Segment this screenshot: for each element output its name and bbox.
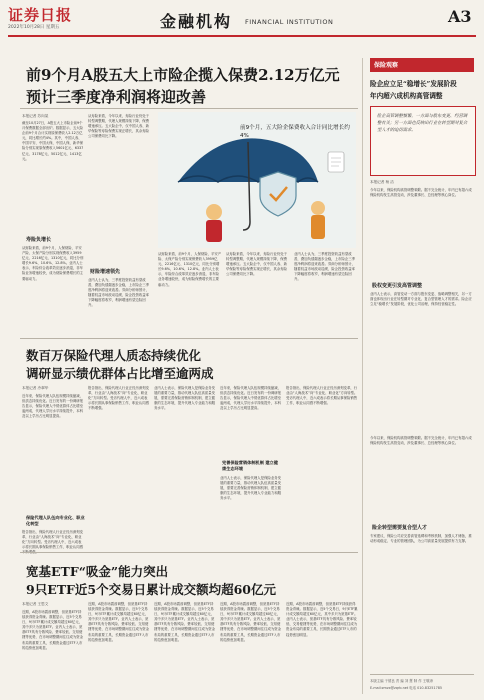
section-subtitle: FINANCIAL INSTITUTION (245, 18, 334, 26)
article1-callout: 前9个月，五大险企保费收入合计同比增长约4% (240, 125, 350, 139)
article3-body-col2: 近期，A股市场震荡调整，但宽基ETF持续获得资金青睐。数据显示，近5个交易日，9只ETF累计成交额均超过60亿元，其中多只为宽基ETF。业内人士表示，宽基ETF具有分散风险、费率较低、交易便捷等优势，在市场调整期间往往成为资金布局的重要工具，长期资金通过ETF入市的趋势愈加明显。 (88, 602, 150, 642)
footer-editor: 本版主编 于德良 责 编 刘 慧 制 作 王敬涛 (370, 679, 433, 683)
article1-subhead1: 寿险负增长 (26, 237, 52, 243)
sidebar-tag: 保险观察 (374, 62, 399, 69)
article2-body-col1b: 报告指出，保险代理人行业正经历深刻变革，行业由“人海战术”向“专业化、职业化”方向转型。受访代理人中，近六成表示将长期从事保险销售工作，职业认同感 (22, 530, 84, 550)
article2-body-col5: 报告指出，保险代理人行业正经历深刻变革，行业由“人海战术”向“专业化、职业化”方向转型。受访代理人中，近六成表示将长期从事保险销售工作，职业认同感不断增强。 (286, 386, 358, 406)
article3-body-col3: 近期，A股市场震荡调整，但宽基ETF持续获得资金青睐。数据显示，近5个交易日，9只ETF累计成交额均超过60亿元，其中多只为宽基ETF。业内人士表示，宽基ETF具有分散风险、费率较低、交易便捷等优势，在市场调整期间往往成为资金布局的重要工具，长期资金通过ETF入市的趋势愈加明显。 (154, 602, 216, 642)
article1-body-col5: 业内人士认为，三季度投资收益有望改善，叠加负债端逐步企稳，上市险企三季度净利润将迎来改善。券商分析师预计，随着权益市场波动趋缓，险企投资收益率下降幅度将收窄，利润增速有望边际回升。 (294, 252, 356, 282)
article1-subhead2: 财险增速领先 (90, 269, 121, 275)
sidebar-title-line1: 险企应立足“稳增长”发展阶段 (370, 80, 457, 88)
article2-body-col1: 近年来，保险代理人队伍规模持续缩减，但质态持续优化。近日发布的一份调研报告显示，保险代理人中绩优群体占比增至逾两成，代理人学历水平持续提升，本科及以上学历占比明显提高。 (22, 394, 84, 419)
sidebar-subhead2: 险企转型需要复合型人才 (372, 525, 428, 531)
sidebar-body-c: 专家建议，保险公司应完善高管选聘和考核机制，加强人才储备，推动形成稳定、专业的管理团队，为公司高质量发展提供有力支撑。 (370, 534, 472, 544)
sidebar-divider (362, 58, 363, 694)
masthead-rule (8, 35, 476, 37)
article1-byline: 本报记者 苏向杲 (22, 114, 49, 118)
article2-body-col3: 业内人士表示，保险代理人是保险业务发展的重要力量，推动代理人队伍高质量发展，需要完善保险营销体制机制，建立健康的生态环境，提升代理人专业能力和服务水平。 (154, 386, 216, 411)
article1-body-col1b: 从财险来看，前9个月，人保财险、平安产险、太保产险分别实现保费收入3959亿元、2216亿元、1310亿元，同比分别增长9.6%、10.6%、12.8%。业内人士表示，车险综合改革效应逐步消退，非车险业务增速较快，成为财险保费增长的主要驱动力。 (22, 246, 84, 281)
sidebar-byline: 本报记者 杨 洁 (370, 180, 394, 184)
masthead (0, 0, 484, 40)
article3-title-line2: 9只ETF近5个交易日累计成交额均超60亿元 (26, 582, 276, 597)
article2-bottom-rule (20, 552, 358, 553)
article2-title-line2: 调研显示绩优群体占比增至逾两成 (26, 366, 214, 381)
article2-title-line1: 数百万保险代理人质态持续优化 (26, 348, 202, 363)
article1-body-col2: 从寿险来看，今年以来，寿险行业仍处于转型调整期，代理人规模持续下降，保费增速承压。五大险企中，仅中国人寿、新华保险等寿险保费实现正增长，其余寿险公司保费同比下降。 (88, 114, 150, 139)
article1-body-col4: 从寿险来看，今年以来，寿险行业仍处于转型调整期，代理人规模持续下降，保费增速承压。五大险企中，仅中国人寿、新华保险等寿险保费实现正增长，其余寿险公司保费同比下降。 (226, 252, 288, 277)
article2-body-col2: 报告指出，保险代理人行业正经历深刻变革，行业由“人海战术”向“专业化、职业化”方向转型。受访代理人中，近六成表示将长期从事保险销售工作，职业认同感不断增强。 (88, 386, 150, 411)
article1-title-line1: 前9个月A股五大上市险企揽入保费2.12万亿元 (26, 66, 340, 84)
article1-body-col3: 从财险来看，前9个月，人保财险、平安产险、太保产险分别实现保费收入3959亿元、2216亿元、1310亿元，同比分别增长9.6%、10.6%、12.8%。业内人士表示，车险综合改革效应逐步消退，非车险业务增速较快，成为财险保费增长的主要驱动力。 (158, 252, 222, 287)
article3-body-col1: 近期，A股市场震荡调整，但宽基ETF持续获得资金青睐。数据显示，近5个交易日，9只ETF累计成交额均超过60亿元，其中多只为宽基ETF。业内人士表示，宽基ETF具有分散风险、费率较低、交易便捷等优势，在市场调整期间往往成为资金布局的重要工具，长期资金通过ETF入市的趋势愈加明显。 (22, 610, 84, 650)
sidebar-subhead1: 股权变更引发高管调整 (372, 283, 423, 289)
sidebar-quote: 险企高管调整频繁，一方面与股东变更、经营调整有关；另一方面也反映出行业在转型期对复合型人才的迫切需求。 (377, 114, 468, 133)
article2-subhead1: 保险代理人队伍向专业化、职业化转型 (26, 515, 85, 526)
article2-subhead2: 完善保险营销体制机制 建立健康生态环境 (222, 460, 278, 471)
article3-title-line1: 宽基ETF“吸金”能力突出 (26, 564, 169, 579)
sidebar-title-line2: 年内超六成机构高管调整 (370, 92, 443, 100)
article3-body-col5: 近期，A股市场震荡调整，但宽基ETF持续获得资金青睐。数据显示，近5个交易日，9只ETF累计成交额均超过60亿元，其中多只为宽基ETF。业内人士表示，宽基ETF具有分散风险、费率较低、交易便捷等优势，在市场调整期间往往成为资金布局的重要工具，长期资金通过ETF入市的趋势愈加明显。 (286, 602, 358, 637)
article2-body-col4b: 业内人士表示，保险代理人是保险业务发展的重要力量，推动代理人队伍高质量发展，需要完善保险营销体制机制，建立健康的生态环境，提升代理人专业能力和服务水平。 (220, 476, 282, 501)
sidebar-quote-box (370, 106, 476, 176)
article1-title-line2: 预计三季度净利润将迎改善 (26, 88, 207, 106)
article1-rule (20, 108, 358, 109)
article3-byline: 本报记者 王思文 (22, 602, 49, 606)
date-line: 2022年10月28日 星期五 (8, 25, 60, 30)
footer-hotline: E-mail:zmzx@zqrb.net 电话 010-83251785 (370, 686, 443, 690)
page-number: A3 (448, 7, 472, 26)
article2-byline: 本报记者 冷翠华 (22, 386, 49, 390)
sidebar-body-b: 业内人士表示，高管变动一方面与股东变更、战略调整相关，另一方面也体现出行业在转型期对专业化、复合型管理人才的需求。险企应立足“稳增长”发展阶段，优化公司治理，保持经营稳定性。 (370, 292, 472, 307)
article1-bottom-rule (20, 338, 358, 339)
sidebar-body-b2: 今年以来，保险机构高管调整频繁。据不完全统计，年内已有超六成保险机构发生高管变动，涉及董事长、总经理等核心岗位。 (370, 436, 472, 446)
paper-name: 证券日报 (8, 6, 73, 24)
article2-body-col4: 近年来，保险代理人队伍规模持续缩减，但质态持续优化。近日发布的一份调研报告显示，保险代理人中绩优群体占比增至逾两成，代理人学历水平持续提升，本科及以上学历占比明显提高。 (220, 386, 282, 411)
article3-body-col4: 近期，A股市场震荡调整，但宽基ETF持续获得资金青睐。数据显示，近5个交易日，9只ETF累计成交额均超过60亿元，其中多只为宽基ETF。业内人士表示，宽基ETF具有分散风险、费率较低、交易便捷等优势，在市场调整期间往往成为资金布局的重要工具，长期资金通过ETF入市的趋势愈加明显。 (220, 602, 282, 642)
sidebar-body-a: 今年以来，保险机构高管调整频繁。据不完全统计，年内已有超六成保险机构发生高管变动，涉及董事长、总经理等核心岗位。 (370, 188, 472, 198)
footer-rule (370, 674, 474, 675)
section-title: 金融机构 (160, 12, 233, 31)
article1-body-col1: 截至10月27日，A股五大上市险企前9个月保费数据全部出炉。数据显示，五大险企前9个月合计实现原保费收入2.12万亿元，同比增长约4%。其中，中国人寿、中国平安、中国太保、中国人保、新华保险分别实现原保费收入5601亿元、6337亿元、3178亿元、5012亿元、1413亿元。 (22, 121, 84, 161)
article1-body-col2b: 业内人士认为，三季度投资收益有望改善，叠加负债端逐步企稳，上市险企三季度净利润将迎来改善。券商分析师预计，随着权益市场波动趋缓，险企投资收益率下降幅度将收窄，利润增速有望边际回升。 (88, 278, 150, 308)
